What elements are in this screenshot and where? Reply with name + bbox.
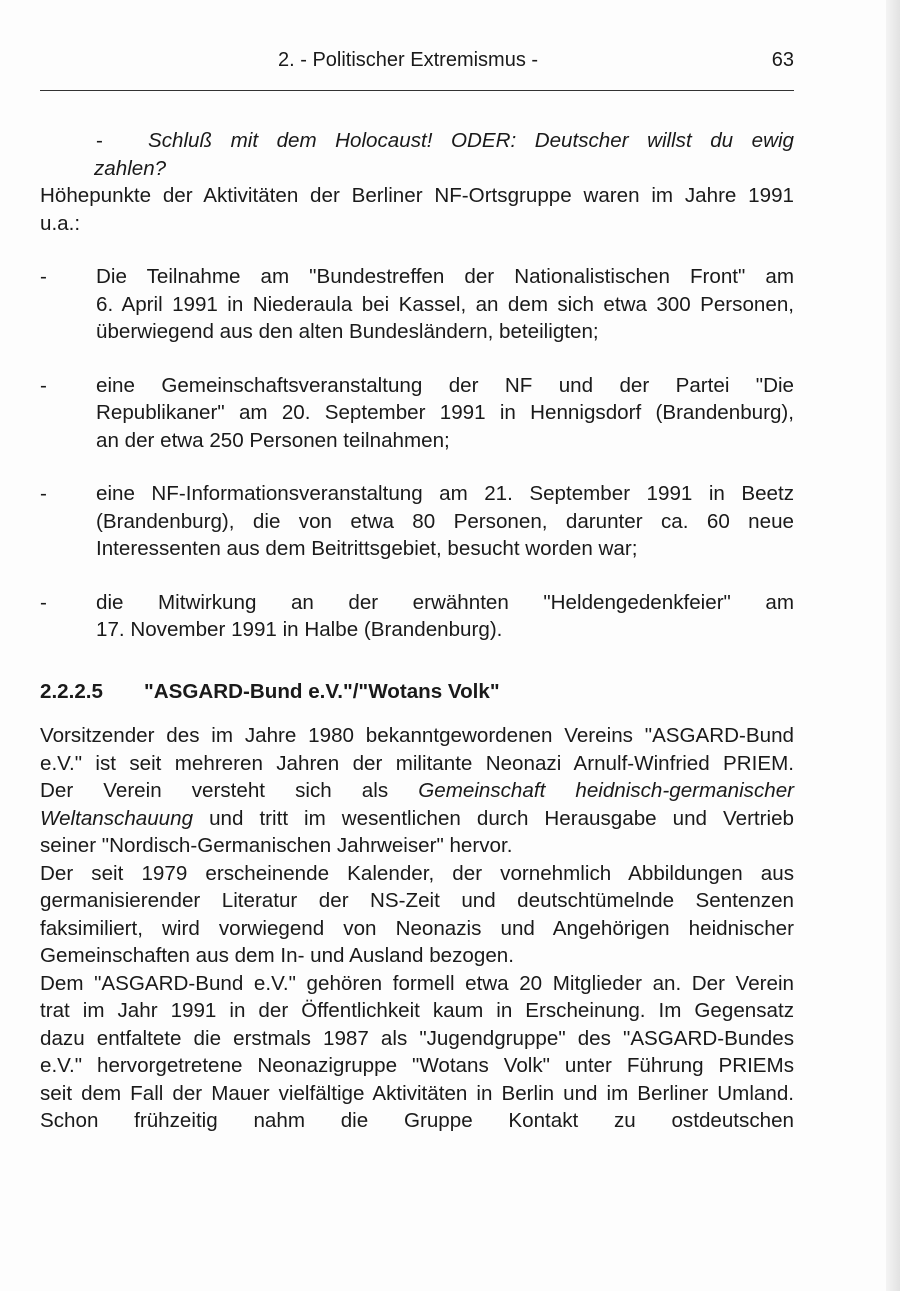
list-item — [40, 589, 794, 644]
page-number: 63 — [771, 49, 794, 71]
list-line: Republikaner" am 20. September 1991 in Hennigsdorf (Brandenburg), — [96, 401, 794, 424]
body-text: und tritt im wesentlichen durch Herausgabe und Vertrieb — [193, 806, 794, 830]
list-line: überwiegend aus den alten Bundesländern, beteiligten; — [96, 320, 599, 343]
body-emphasis: Gemeinschaft heidnisch-germanischer — [418, 779, 795, 802]
list-line: an der etwa 250 Personen teilnahmen; — [96, 428, 450, 452]
body-line: seiner "Nordisch-Germanischen Jahrweiser" hervor. — [40, 834, 513, 857]
list-line: (Brandenburg), die von etwa 80 Personen, darunter ca. 60 neue — [96, 509, 794, 533]
body-line: Vorsitzender des im Jahre 1980 bekanntgewordenen Vereins "ASGARD-Bund — [40, 724, 794, 747]
intro-line: Höhepunkte der Aktivitäten der Berliner NF-Ortsgruppe waren im Jahre 1991 — [40, 184, 794, 207]
body-emphasis: Weltanschauung — [40, 806, 194, 830]
intro-line: u.a.: — [40, 211, 81, 235]
body-line: Der seit 1979 erscheinende Kalender, der vornehmlich Abbildungen aus — [40, 861, 794, 885]
body-line: germanisierender Literatur der NS-Zeit und deutschtümelnde Sentenzen — [40, 889, 794, 912]
body-line: Gemeinschaften aus dem In- und Ausland bezogen. — [40, 944, 514, 967]
list-line: 6. April 1991 in Niederaula bei Kassel, an dem sich etwa 300 Personen, — [96, 292, 794, 316]
list-dash: - — [40, 265, 47, 288]
list-dash: - — [40, 373, 47, 397]
page-edge — [886, 0, 900, 1291]
quote-line: Schluß mit dem Holocaust! ODER: Deutscher willst du ewig — [148, 129, 794, 152]
body-line: e.V." ist seit mehreren Jahren der militante Neonazi Arnulf-Winfried PRIEM. — [40, 751, 794, 775]
list-dash: - — [40, 590, 47, 614]
list-dash: - — [40, 482, 47, 505]
body-line: trat im Jahr 1991 in der Öffentlichkeit kaum in Erscheinung. Im Gegensatz — [40, 999, 794, 1022]
quote-line: zahlen? — [94, 156, 167, 180]
list-line: eine NF-Informationsveranstaltung am 21. September 1991 in Beetz — [96, 482, 794, 505]
body-text: Der Verein versteht sich als — [40, 779, 419, 802]
quote-item — [40, 127, 794, 155]
body-line: Dem "ASGARD-Bund e.V." gehören formell etwa 20 Mitglieder an. Der Verein — [40, 971, 794, 995]
section-heading — [40, 678, 794, 706]
page-header — [40, 48, 794, 91]
list-item — [40, 480, 794, 563]
body-line — [40, 805, 794, 833]
body-line: dazu entfaltete die erstmals 1987 als "Jugendgruppe" des "ASGARD-Bundes — [40, 1026, 794, 1050]
list-line: 17. November 1991 in Halbe (Brandenburg). — [96, 618, 503, 641]
body-paragraph — [40, 860, 794, 970]
body-line — [40, 777, 794, 805]
body-line: seit dem Fall der Mauer vielfältige Aktivitäten in Berlin und im Berliner Umland. — [40, 1081, 794, 1105]
body-paragraph — [40, 970, 794, 1135]
list-item — [40, 372, 794, 455]
list-item — [40, 263, 794, 346]
body-paragraph — [40, 722, 794, 860]
list-line: Interessenten aus dem Beitrittsgebiet, besucht worden war; — [96, 537, 638, 560]
list-line: die Mitwirkung an der erwähnten "Heldengedenkfeier" am — [96, 590, 794, 614]
list-line: Die Teilnahme am "Bundestreffen der Nationalistischen Front" am — [96, 265, 794, 288]
list-line: eine Gemeinschaftsveranstaltung der NF und der Partei "Die — [96, 373, 794, 397]
body-line: faksimiliert, wird vorwiegend von Neonazis und Angehörigen heidnischer — [40, 916, 794, 940]
quote-dash: - — [96, 129, 103, 152]
page-content — [40, 127, 794, 1135]
body-line: Schon frühzeitig nahm die Gruppe Kontakt zu ostdeutschen — [40, 1109, 794, 1132]
chapter-title: 2. - Politischer Extremismus - — [278, 49, 539, 71]
body-line: e.V." hervorgetretene Neonazigruppe "Wotans Volk" unter Führung PRIEMs — [40, 1054, 794, 1077]
section-title: "ASGARD-Bund e.V."/"Wotans Volk" — [144, 679, 500, 703]
section-number: 2.2.2.5 — [40, 679, 103, 703]
